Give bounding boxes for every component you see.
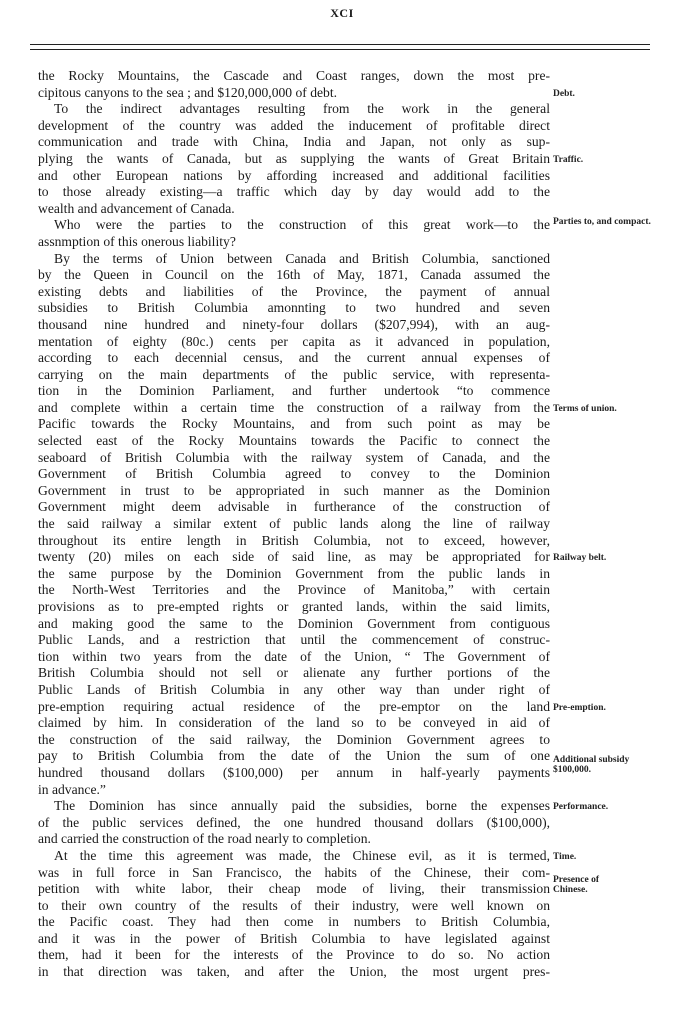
page-number: XCI (330, 6, 354, 20)
text-line: of the public services defined, the one hundred thousand dollars ($100,000), (38, 814, 550, 830)
text-line: them, had it been for the interests of the Province to do so. No action (38, 947, 550, 963)
text-line: to those already existing—a traffic which day by day would add to the (38, 184, 550, 200)
text-line: seaboard of British Columbia with the railway system of Canada, and the (38, 449, 550, 465)
margin-note-terms: Terms of union. (553, 404, 617, 414)
text-line: the Rocky Mountains, the Cascade and Coast ranges, down the most pre- (38, 68, 550, 83)
text-line: plying the wants of Canada, but as supplying the wants of Great Britain (38, 150, 550, 166)
margin-note-parties: Parties to, and compact. (553, 217, 651, 228)
margin-note-subsidy: Additional subsidy $100,000. (553, 754, 630, 776)
header-rule-thin (30, 49, 650, 50)
margin-note-preemption: Pre-emption. (553, 702, 606, 713)
text-line: Who were the parties to the construction of this great work—to the (54, 217, 550, 233)
text-line: and making good the same to the Dominion Government from contiguous (38, 615, 550, 631)
margin-note-performance: Performance. (553, 802, 609, 813)
text-line: wealth and advancement of Canada. (38, 200, 235, 216)
header-rule-thick (30, 44, 650, 45)
text-line: subsidies to British Columbia amonnting to two hundred and seven (38, 300, 550, 316)
text-line: throughout its entire length in British Columbia, not to exceed, however, (38, 532, 550, 548)
text-line: To the indirect advantages resulting from the work in the general (54, 101, 550, 117)
text-line: according to each decennial census, and the current annual expenses of (38, 350, 550, 366)
text-line: by the Queen in Council on the 16th of May, 1871, Canada assumed the (38, 267, 550, 283)
text-line: carrying on the main departments of the public service, with representa- (38, 366, 550, 382)
text-line: pre-emption requiring actual residence of the pre-emptor on the land (38, 698, 550, 714)
text-line: was in full force in San Francisco, the habits of the Chinese, their com- (38, 864, 550, 880)
text-line: British Columbia should not sell or alienate any further portions of the (38, 665, 550, 681)
text-line: the North-West Territories and the Province of Manitoba,” with certain (38, 582, 550, 598)
text-line: the Pacific coast. They had then come in numbers to British Columbia, (38, 914, 550, 930)
text-line: petition with white labor, their cheap mode of living, their transmission (38, 881, 550, 897)
text-line: Public Lands, and a restriction that until the commencement of construc- (38, 632, 550, 648)
text-line: tion in the Dominion Parliament, and further undertook “to commence (38, 383, 550, 399)
text-line: mentation of eighty (80c.) cents per capita as it advanced in population, (38, 333, 550, 349)
margin-note-railway-belt: Railway belt. (553, 553, 607, 564)
text-line: The Dominion has since annually paid the subsidies, borne the expenses (54, 798, 550, 814)
text-line: the construction of the said railway, the Dominion Government agrees to (38, 731, 550, 747)
text-line: and carried the construction of the road nearly to completion. (38, 831, 371, 847)
text-line: Public Lands of British Columbia in any other way than under right of (38, 681, 550, 697)
text-line: in advance.” (38, 781, 106, 797)
text-line: in that direction was taken, and after the Union, the most urgent pres- (38, 964, 550, 980)
text-line: selected east of the Rocky Mountains towards the Pacific to connect the (38, 433, 550, 449)
text-line: to their own country of the results of their industry, were well known on (38, 897, 550, 913)
text-line: the said railway a similar extent of public lands along the line of railway (38, 516, 550, 532)
text-line: At the time this agreement was made, the Chinese evil, as it is termed, (54, 847, 550, 863)
text-line: and other European nations by affording increased and additional facilities (38, 167, 550, 183)
text-line: claimed by him. In consideration of the land so to be conveyed in aid of (38, 715, 550, 731)
text-line: communication and trade with China, India and Japan, not only as sup- (38, 134, 550, 150)
text-line: thousand nine hundred and ninety-four dollars ($207,994), with an aug- (38, 316, 550, 332)
text-line: and complete within a certain time the construction of a railway from the (38, 399, 550, 415)
text-line: development of the country was added the inducement of profitable direct (38, 117, 550, 133)
text-line: tion within two years from the date of the Union, “ The Government of (38, 648, 550, 664)
text-line: assnmption of this onerous liability? (38, 233, 236, 249)
text-line: existing debts and liabilities of the Province, the payment of annual (38, 283, 550, 299)
text-line: Government of British Columbia agreed to convey to the Dominion (38, 466, 550, 482)
text-line: provisions as to pre-empted rights or granted lands, within the said limits, (38, 599, 550, 614)
margin-note-chinese: Presence of Chinese. (553, 874, 599, 896)
margin-note-debt: Debt. (553, 88, 575, 99)
text-line: Pacific towards the Rocky Mountains, and from such point as may be (38, 416, 550, 432)
margin-note-traffic: Traffic. (553, 155, 584, 165)
text-line: twenty (20) miles on each side of said line, as may be appropriated for (38, 549, 550, 565)
text-line: By the terms of Union between Canada and British Columbia, sanctioned (54, 250, 550, 266)
margin-note-time: Time. (553, 852, 577, 863)
text-line: and it was in the power of British Columbia to have legislated against (38, 930, 550, 946)
body-text (38, 68, 550, 981)
text-line: Government might deem advisable in furtherance of the construction of (38, 499, 550, 515)
text-line: the same purpose by the Dominion Government from the public lands in (38, 565, 550, 581)
text-line: hundred thousand dollars ($100,000) per annum in half-yearly payments (38, 764, 550, 780)
text-line: Government in trust to be appropriated in such manner as the Dominion (38, 482, 550, 498)
text-line: cipitous canyons to the sea ; and $120,000,000 of debt. (38, 84, 338, 100)
text-line: pay to British Columbia from the date of the Union the sum of one (38, 748, 550, 764)
